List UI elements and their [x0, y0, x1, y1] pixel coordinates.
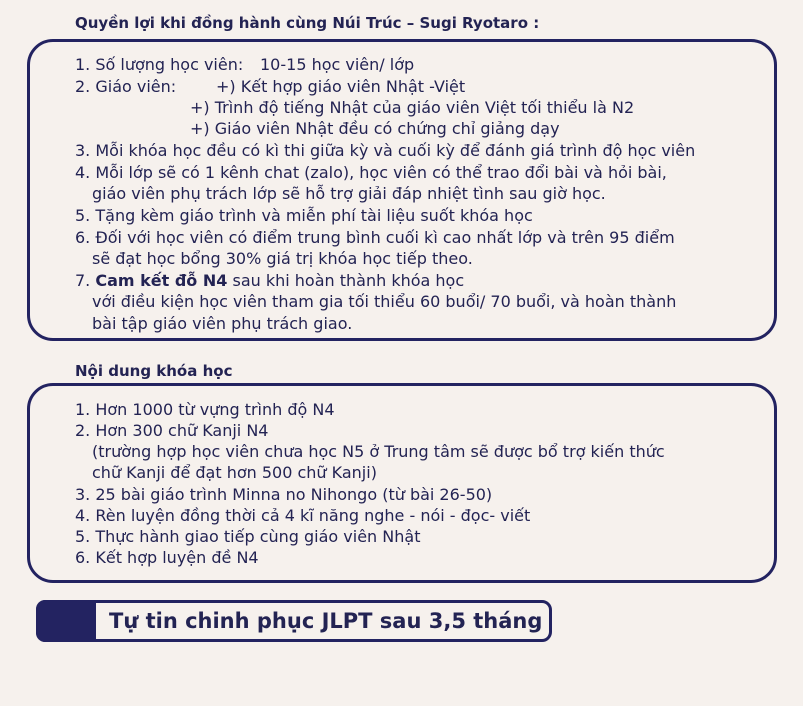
benefit-item-6-cont: sẽ đạt học bổng 30% giá trị khóa học tiếp theo. [92, 249, 473, 268]
benefit-item-1: 1. Số lượng học viên: [75, 55, 244, 74]
benefit-item-5: 5. Tặng kèm giáo trình và miễn phí tài liệu suốt khóa học [75, 206, 533, 225]
content-item-5: 5. Thực hành giao tiếp cùng giáo viên Nhật [75, 527, 421, 546]
benefit-item-2: 2. Giáo viên: [75, 77, 177, 96]
content-item-2: 2. Hơn 300 chữ Kanji N4 [75, 421, 269, 440]
benefit-item-2-sub-1: +) Kết hợp giáo viên Nhật -Việt [216, 77, 466, 96]
banner-tab-decoration [36, 600, 96, 642]
content-item-3: 3. 25 bài giáo trình Minna no Nihongo (từ bài 26-50) [75, 485, 493, 504]
benefit-item-4: 4. Mỗi lớp sẽ có 1 kênh chat (zalo), học viên có thể trao đổi bài và hỏi bài, [75, 163, 667, 182]
benefit-item-2-sub-2: +) Trình độ tiếng Nhật của giáo viên Việt tối thiểu là N2 [190, 98, 635, 117]
benefit-item-4-cont: giáo viên phụ trách lớp sẽ hỗ trợ giải đáp nhiệt tình sau giờ học. [92, 184, 606, 203]
benefits-heading: Quyền lợi khi đồng hành cùng Núi Trúc – Sugi Ryotaro : [75, 14, 540, 32]
banner-text: Tự tin chinh phục JLPT sau 3,5 tháng [109, 609, 543, 633]
benefit-item-7: 7. Cam kết đỗ N4 sau khi hoàn thành khóa học [75, 271, 465, 290]
content-item-6: 6. Kết hợp luyện đề N4 [75, 548, 259, 567]
benefit-item-7-cont-1: với điều kiện học viên tham gia tối thiểu 60 buổi/ 70 buổi, và hoàn thành [92, 292, 677, 311]
content-item-2-cont-1: (trường hợp học viên chưa học N5 ở Trung tâm sẽ được bổ trợ kiến thức [92, 442, 665, 461]
benefit-item-6: 6. Đối với học viên có điểm trung bình cuối kì cao nhất lớp và trên 95 điểm [75, 228, 675, 247]
benefit-item-3: 3. Mỗi khóa học đều có kì thi giữa kỳ và cuối kỳ để đánh giá trình độ học viên [75, 141, 696, 160]
content-item-4: 4. Rèn luyện đồng thời cả 4 kĩ năng nghe - nói - đọc- viết [75, 506, 531, 525]
benefit-item-2-sub-3: +) Giáo viên Nhật đều có chứng chỉ giảng dạy [190, 119, 560, 138]
content-item-2-cont-2: chữ Kanji để đạt hơn 500 chữ Kanji) [92, 463, 377, 482]
jlpt-banner [36, 600, 552, 642]
benefit-item-1-value: 10-15 học viên/ lớp [260, 55, 415, 74]
course-content-heading: Nội dung khóa học [75, 362, 233, 380]
content-item-1: 1. Hơn 1000 từ vựng trình độ N4 [75, 400, 335, 419]
benefit-item-7-cont-2: bài tập giáo viên phụ trách giao. [92, 314, 353, 333]
